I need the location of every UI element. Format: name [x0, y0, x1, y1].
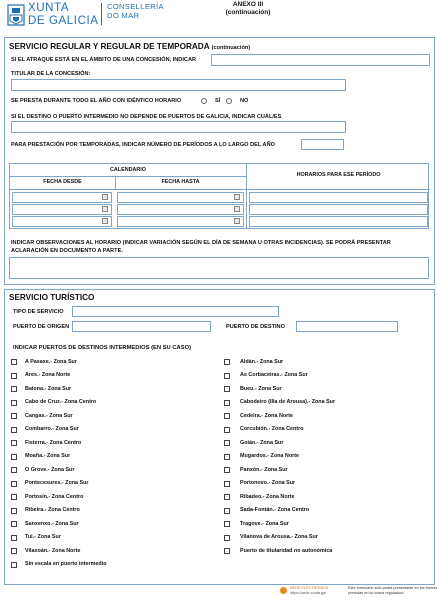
annex-label: ANEXO III — [232, 1, 264, 8]
port-label — [25, 453, 70, 460]
port-zone: .- Zona Centro — [46, 493, 84, 500]
tourist-service-section — [4, 289, 435, 585]
port-label — [25, 386, 71, 393]
calendar-icon[interactable] — [102, 218, 108, 224]
port-label — [240, 440, 283, 447]
atraque-label: SI EL ATRAQUE ESTÁ EN EL ÁMBITO DE UNA CONCESIÓN, INDICAR — [11, 57, 197, 63]
port-label — [25, 534, 61, 541]
port-zone: .- Zona Sur — [255, 439, 284, 446]
calendar-icon[interactable] — [102, 206, 108, 212]
department-name — [107, 2, 164, 20]
periodos-question: PARA PRESTACIÓN POR TEMPORADAS, INDICAR NÚMERO DE PERÍODOS A LO LARGO DEL AÑO — [11, 142, 275, 148]
port-label — [25, 494, 83, 501]
horario-si-label: SÍ — [215, 98, 221, 104]
fecha-hasta-3[interactable] — [117, 216, 244, 227]
sede-icon — [280, 587, 287, 594]
port-checkbox[interactable] — [224, 386, 230, 392]
port-label — [25, 372, 70, 379]
port-label — [25, 521, 79, 528]
titular-field[interactable] — [11, 79, 346, 91]
col-fecha-hasta: FECHA HASTA — [161, 179, 200, 185]
port-zone: .- Zona Sur — [50, 520, 79, 527]
port-checkbox[interactable] — [11, 535, 17, 541]
horario-2[interactable] — [249, 204, 428, 215]
port-label — [240, 480, 295, 487]
port-zone: .- Zona Centro — [44, 439, 82, 446]
calendar-icon[interactable] — [234, 194, 240, 200]
port-zone: .- Zona Sur — [254, 358, 284, 365]
port-name: Sin escala en puerto intermedio — [25, 561, 107, 567]
port-zone: .- Zona Sur — [42, 385, 72, 392]
port-name: Panxón — [240, 466, 260, 473]
port-zone: .- Zona Sur — [32, 534, 61, 540]
port-name: Ares — [25, 372, 37, 378]
port-label — [240, 453, 299, 460]
periodos-field[interactable] — [301, 139, 344, 150]
port-name: As Corbaceiras — [240, 372, 280, 378]
port-zone: .- Zona Sur — [306, 399, 336, 405]
port-checkbox[interactable] — [11, 494, 17, 500]
puerto-origen-field[interactable] — [72, 321, 211, 332]
port-zone: .- Zona Centro — [59, 399, 97, 405]
port-checkbox[interactable] — [11, 427, 17, 433]
port-zone: .- Zona Centro — [266, 426, 304, 432]
destino-field[interactable] — [11, 121, 346, 133]
cal-header-bottom — [10, 189, 430, 190]
port-name: O Grove — [25, 466, 47, 473]
port-name: Combarro — [25, 426, 51, 432]
atraque-field[interactable] — [211, 54, 430, 66]
fecha-hasta-1[interactable] — [117, 192, 244, 203]
port-name: Cabo de Cruz — [25, 399, 60, 405]
port-label — [240, 548, 332, 555]
annex-title — [200, 1, 296, 17]
port-label — [240, 386, 282, 393]
port-checkbox[interactable] — [224, 535, 230, 541]
port-checkbox[interactable] — [11, 508, 17, 514]
port-name: Tragove — [240, 520, 261, 527]
port-checkbox[interactable] — [224, 359, 230, 365]
port-label — [25, 440, 81, 447]
port-label — [240, 494, 295, 501]
page-header — [0, 0, 438, 36]
port-checkbox[interactable] — [11, 562, 17, 568]
port-checkbox[interactable] — [224, 413, 230, 419]
port-zone: .- Zona Norte — [259, 412, 294, 419]
port-label — [240, 507, 309, 514]
port-label — [25, 426, 79, 433]
port-checkbox[interactable] — [11, 400, 17, 406]
port-checkbox[interactable] — [11, 413, 17, 419]
port-checkbox[interactable] — [11, 467, 17, 473]
cal-vline — [246, 164, 247, 229]
port-name: Tui — [25, 534, 33, 540]
footer-url: https://sede.xunta.gal — [290, 591, 327, 595]
port-zone: .- Zona Norte — [37, 372, 71, 378]
port-checkbox[interactable] — [11, 373, 17, 379]
port-checkbox[interactable] — [224, 467, 230, 473]
port-label — [25, 561, 106, 568]
port-label — [25, 359, 77, 366]
horario-1[interactable] — [249, 192, 428, 203]
port-checkbox[interactable] — [224, 521, 230, 527]
port-zone: .- Zona Centro — [43, 507, 80, 513]
port-label — [240, 426, 304, 433]
observaciones-label: INDICAR OBSERVACIONES AL HORARIO (INDICAR VARIACIÓN SEGÚN EL DÍA DE SEMANA U OTRAS INCIDENCIAS). SE PODRÁ PRESENTAR ACLARACIÓN EN DOCUMENTO A PARTE. — [11, 240, 391, 254]
port-label — [240, 521, 289, 528]
port-label — [25, 480, 89, 487]
port-zone: .- Zona Sur — [289, 534, 318, 540]
intermedios-label: INDICAR PUERTOS DE DESTINOS INTERMEDIOS (EN SU CASO) — [13, 345, 192, 351]
port-name: A Pasaxe — [25, 358, 49, 365]
dept-line2: DO MAR — [107, 11, 140, 20]
port-checkbox[interactable] — [224, 494, 230, 500]
dept-line1: CONSELLERÍA — [107, 2, 164, 11]
port-zone: .- Zona Sur — [44, 412, 73, 419]
horario-question: SE PRESTA DURANTE TODO EL AÑO CON IDÉNTICO HORARIO — [11, 98, 182, 104]
tipo-servicio-label: TIPO DE SERVICIO — [13, 309, 64, 315]
logo-line1: XUNTA — [28, 2, 70, 14]
port-checkbox[interactable] — [11, 521, 17, 527]
xunta-logo-icon — [7, 4, 25, 26]
port-name: Portonovo — [240, 480, 267, 486]
port-name: Vilanova de Arousa — [240, 534, 290, 540]
port-zone: .- Zona Sur — [279, 372, 308, 378]
port-name: Sada-Fontán — [240, 507, 273, 513]
puerto-destino-label: PUERTO DE DESTINO — [226, 324, 285, 330]
port-zone: .- Zona Norte — [265, 453, 300, 459]
port-name: Cabodeiro (Illa de Arousa) — [240, 399, 307, 405]
port-name: Fisterra — [25, 439, 45, 446]
port-checkbox[interactable] — [11, 481, 17, 487]
tipo-servicio-field[interactable] — [72, 306, 279, 317]
horario-no-radio[interactable] — [226, 98, 232, 104]
port-checkbox[interactable] — [11, 548, 17, 554]
port-name: Cangas — [25, 412, 45, 419]
port-name: Vilaxoán — [25, 547, 48, 554]
port-checkbox[interactable] — [224, 440, 230, 446]
calendar-icon[interactable] — [234, 218, 240, 224]
port-name: Baiona — [25, 385, 43, 392]
port-checkbox[interactable] — [11, 440, 17, 446]
port-name: Mugardos — [240, 453, 266, 459]
port-zone: .- Zona Sur — [50, 426, 79, 432]
port-label — [240, 372, 308, 379]
footer-note: Este formulario sólo podrá presentarse en las formas previstas en la norma reguladora — [348, 586, 438, 595]
observaciones-field[interactable] — [9, 257, 429, 279]
port-name: Puerto de titularidad no autonómica — [240, 547, 333, 554]
port-label — [240, 413, 293, 420]
port-label — [240, 399, 335, 406]
port-zone: .- Zona Sur — [266, 480, 296, 486]
titular-label: TITULAR DE LA CONCESIÓN: — [11, 71, 91, 77]
port-name: Ribadeo — [240, 493, 262, 500]
port-zone: .- Zona Sur — [42, 453, 71, 459]
tourist-section-title: SERVICIO TURÍSTICO — [9, 293, 95, 302]
footer — [280, 585, 436, 599]
port-zone: .- Zona Centro — [272, 507, 310, 513]
port-name: Aldán — [240, 358, 255, 365]
port-zone: .- Zona Norte — [261, 493, 295, 500]
port-zone: .- Zona Sur — [259, 466, 288, 473]
horario-3[interactable] — [249, 216, 428, 227]
port-zone: .- Zona Sur — [253, 385, 282, 392]
col-fecha-desde: FECHA DESDE — [43, 179, 82, 185]
cal-vline2 — [115, 176, 116, 189]
port-zone: .- Zona Sur — [46, 466, 75, 473]
horario-no-label: NO — [240, 98, 249, 104]
port-checkbox[interactable] — [224, 400, 230, 406]
port-name: Ribeira — [25, 507, 44, 513]
port-name: Moaña — [25, 453, 43, 459]
port-checkbox[interactable] — [224, 427, 230, 433]
port-label — [25, 467, 74, 474]
port-label — [240, 467, 288, 474]
port-label — [25, 413, 73, 420]
port-checkbox[interactable] — [224, 508, 230, 514]
port-label — [240, 359, 283, 366]
logo-text — [28, 2, 99, 28]
puerto-origen-label: PUERTO DE ORIGEN — [13, 324, 70, 330]
port-name: Pontecesures — [25, 480, 61, 486]
regular-title-text: SERVICIO REGULAR Y REGULAR DE TEMPORADA — [9, 42, 210, 51]
col-horarios: HORARIOS PARA ESE PERÍODO — [296, 172, 381, 178]
port-checkbox[interactable] — [224, 548, 230, 554]
fecha-desde-2[interactable] — [12, 204, 112, 215]
calendar-icon[interactable] — [102, 194, 108, 200]
annex-sub: (continuación) — [225, 9, 271, 16]
regular-title-suffix: (continuación) — [211, 45, 251, 51]
port-name: Portosín — [25, 493, 47, 500]
port-label — [25, 507, 80, 514]
logo-divider — [101, 3, 102, 25]
port-checkbox[interactable] — [11, 359, 17, 365]
horario-si-radio[interactable] — [201, 98, 207, 104]
port-name: Sanxenxo — [25, 520, 51, 527]
fecha-desde-3[interactable] — [12, 216, 112, 227]
port-label — [240, 534, 318, 541]
calendar-table — [9, 163, 429, 229]
port-label — [25, 548, 80, 555]
port-name: Cedeira — [240, 412, 260, 419]
port-checkbox[interactable] — [11, 454, 17, 460]
footer-sede: SEDE ELECTRÓNICA — [290, 586, 329, 590]
fecha-hasta-2[interactable] — [117, 204, 244, 215]
port-checkbox[interactable] — [224, 454, 230, 460]
port-checkbox[interactable] — [224, 481, 230, 487]
calendar-icon[interactable] — [234, 206, 240, 212]
port-name: Goián — [240, 439, 256, 446]
port-checkbox[interactable] — [224, 373, 230, 379]
port-label — [25, 399, 96, 406]
puerto-destino-field[interactable] — [296, 321, 398, 332]
port-name: Corcubión — [240, 426, 267, 432]
destino-question: SI EL DESTINO O PUERTO INTERMEDIO NO DEPENDE DE PUERTOS DE GALICIA, INDICAR CUÁL/ES — [11, 114, 282, 120]
regular-section-title — [9, 42, 250, 53]
port-zone: .- Zona Norte — [47, 547, 81, 554]
port-zone: .- Zona Sur — [260, 520, 289, 527]
port-zone: .- Zona Sur — [60, 480, 89, 486]
logo-line2: DE GALICIA — [28, 15, 99, 27]
calendar-header: CALENDARIO — [110, 167, 146, 173]
cal-divider — [10, 176, 246, 177]
port-name: Bueu — [240, 385, 254, 392]
port-zone: .- Zona Sur — [48, 358, 77, 365]
port-checkbox[interactable] — [11, 386, 17, 392]
fecha-desde-1[interactable] — [12, 192, 112, 203]
